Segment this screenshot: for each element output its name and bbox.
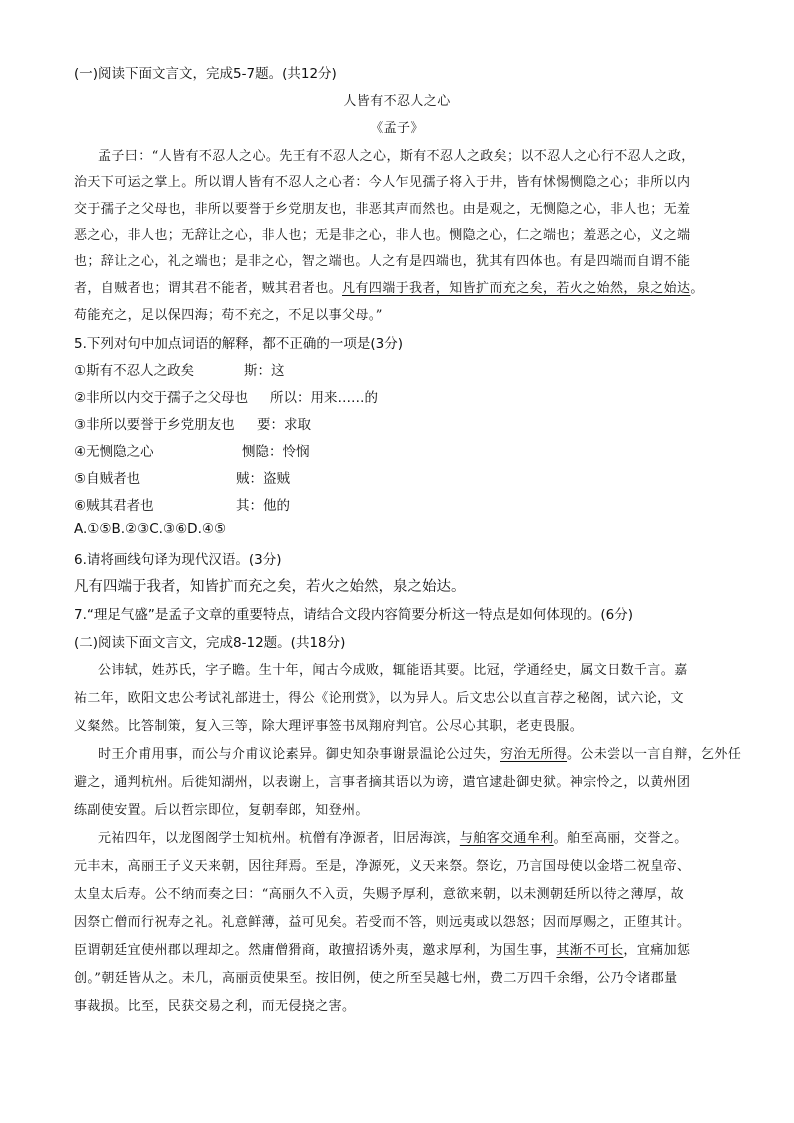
underlined-sentence: 凡有四端于我者，知皆扩而充之矣，若火之始然，泉之始达 bbox=[342, 281, 691, 296]
q5-item bbox=[74, 494, 290, 514]
passage2-line bbox=[74, 939, 690, 958]
q5-sentence: ①斯有不忍人之政矣 bbox=[74, 363, 195, 379]
section2-header: (二)阅读下面文言文，完成8-12题。(共18分) bbox=[74, 635, 346, 651]
passage2-line bbox=[98, 827, 688, 846]
passage2-line: 义粲然。比答制策，复入三等，除大理评事签书凤翔府判官。公尽心其职，老吏畏服。 bbox=[74, 719, 584, 734]
q5-gloss: 要：求取 bbox=[257, 417, 311, 433]
underlined-phrase: 穷治无所得 bbox=[500, 747, 568, 762]
q5-item bbox=[74, 413, 311, 433]
q5-gloss: 恻隐：怜悯 bbox=[242, 444, 310, 460]
q5-sentence: ④无恻隐之心 bbox=[74, 444, 154, 460]
q5-item bbox=[74, 386, 378, 406]
passage2-line: 太皇太后寿。公不纳而奏之曰：“高丽久不入贡，失赐予厚利，意欲来朝，以未测朝廷所以待之薄厚，故 bbox=[74, 887, 685, 902]
q5-item bbox=[74, 467, 290, 487]
underlined-phrase: 其渐不可长 bbox=[556, 943, 624, 958]
passage2-line: 创。”朝廷皆从之。未几，高丽贡使果至。按旧例，使之所至吴越七州，费二万四千余缗，公乃令诸郡量 bbox=[74, 971, 678, 986]
q5-sentence: ⑤自贼者也 bbox=[74, 471, 141, 487]
passage-text: 时王介甫用事，而公与介甫议论素异。御史知杂事谢景温论公过失， bbox=[98, 747, 501, 762]
passage-line: 交于孺子之父母也，非所以要誉于乡党朋友也，非恶其声而然也。由是观之，无恻隐之心，非人也；无羞 bbox=[74, 202, 691, 217]
q5-item bbox=[74, 359, 285, 379]
passage-line: 苟能充之，足以保四海；苟不充之，不足以事父母。” bbox=[74, 308, 383, 323]
passage2-line bbox=[98, 743, 741, 762]
passage-text: 者，自贼者也；谓其君不能者，贼其君者也。 bbox=[74, 281, 343, 296]
passage2-line: 祐二年，欧阳文忠公考试礼部进士，得公《论刑赏》，以为异人。后文忠公以直言荐之秘阁，试六论，文 bbox=[74, 691, 684, 706]
passage2-line: 避之，通判杭州。后徙知湖州，以表谢上，言事者摘其语以为谤，遣官逮赴御史狱。神宗怜之，以黄州团 bbox=[74, 775, 691, 790]
q5-gloss: 所以：用来……的 bbox=[270, 390, 378, 406]
passage-text: 。公未尝以一言自辩，乞外任 bbox=[567, 747, 742, 762]
q5-sentence: ②非所以内交于孺子之父母也 bbox=[74, 390, 249, 406]
passage-text: 元祐四年，以龙图阁学士知杭州。杭僧有净源者，旧居海滨， bbox=[98, 831, 460, 846]
passage2-line: 因祭亡僧而行祝寿之礼。礼意鲜薄，益可见矣。若受而不答，则远夷或以怨怒；因而厚赐之，正堕其计。 bbox=[74, 915, 691, 930]
passage-text: ，宜痛加惩 bbox=[623, 943, 691, 958]
passage-text: 。 bbox=[690, 281, 704, 296]
passage-line: 也；辞让之心，礼之端也；是非之心，智之端也。人之有是四端也，犹其有四体也。有是四端而自谓不能 bbox=[74, 254, 691, 269]
passage2-line: 公讳轼，姓苏氏，字子瞻。生十年，闻古今成败，辄能语其要。比冠，学通经史，属文日数千言。嘉 bbox=[98, 663, 688, 678]
q5-gloss: 其：他的 bbox=[236, 498, 290, 514]
question-7-stem: 7.“理足气盛”是孟子文章的重要特点，请结合文段内容简要分析这一特点是如何体现的。(6分) bbox=[74, 607, 633, 623]
section1-header: (一)阅读下面文言文，完成5-7题。(共12分) bbox=[74, 66, 337, 82]
passage-source: 《孟子》 bbox=[370, 121, 424, 136]
passage2-line: 练副使安置。后以哲宗即位，复朝奉郎，知登州。 bbox=[74, 803, 369, 818]
passage-text: 臣谓朝廷宜使州郡以理却之。然庸僧猾商，敢擅招诱外夷，邀求厚利，为国生事， bbox=[74, 943, 557, 958]
passage-text: 。舶至高丽，交誉之。 bbox=[553, 831, 688, 846]
q5-answer-options: A.①⑤B.②③C.③⑥D.④⑤ bbox=[74, 521, 227, 537]
passage-line: 恶之心，非人也；无辞让之心，非人也；无是非之心，非人也。恻隐之心，仁之端也；羞恶之心，义之端 bbox=[74, 228, 691, 243]
passage2-line: 事裁损。比至，民获交易之利，而无侵挠之害。 bbox=[74, 999, 356, 1014]
q5-gloss: 贼：盗贼 bbox=[236, 471, 290, 487]
passage-title: 人皆有不忍人之心 bbox=[343, 94, 451, 109]
question-6-stem: 6.请将画线句译为现代汉语。(3分) bbox=[74, 552, 282, 568]
passage-line: 治天下可运之掌上。所以谓人皆有不忍人之心者：今人乍见孺子将入于井，皆有怵惕恻隐之心；非所以内 bbox=[74, 175, 691, 190]
question-5-stem: 5.下列对句中加点词语的解释，都不正确的一项是(3分) bbox=[74, 336, 404, 352]
question-6-sentence: 凡有四端于我者，知皆扩而充之矣，若火之始然，泉之始达。 bbox=[74, 579, 466, 595]
underlined-phrase: 与舶客交通牟利 bbox=[459, 831, 554, 846]
passage2-line: 元丰末，高丽王子义天来朝，因往拜焉。至是，净源死，义天来祭。祭讫，乃言国母使以金塔二祝皇帝、 bbox=[74, 859, 691, 874]
q5-sentence: ⑥贼其君者也 bbox=[74, 498, 154, 514]
passage-line bbox=[74, 277, 704, 296]
q5-sentence: ③非所以要誉于乡党朋友也 bbox=[74, 417, 235, 433]
q5-item bbox=[74, 440, 310, 460]
q5-gloss: 斯：这 bbox=[244, 363, 285, 379]
passage-line: 孟子曰：“人皆有不忍人之心。先王有不忍人之心，斯有不忍人之政矣；以不忍人之心行不忍人之政， bbox=[98, 149, 695, 164]
